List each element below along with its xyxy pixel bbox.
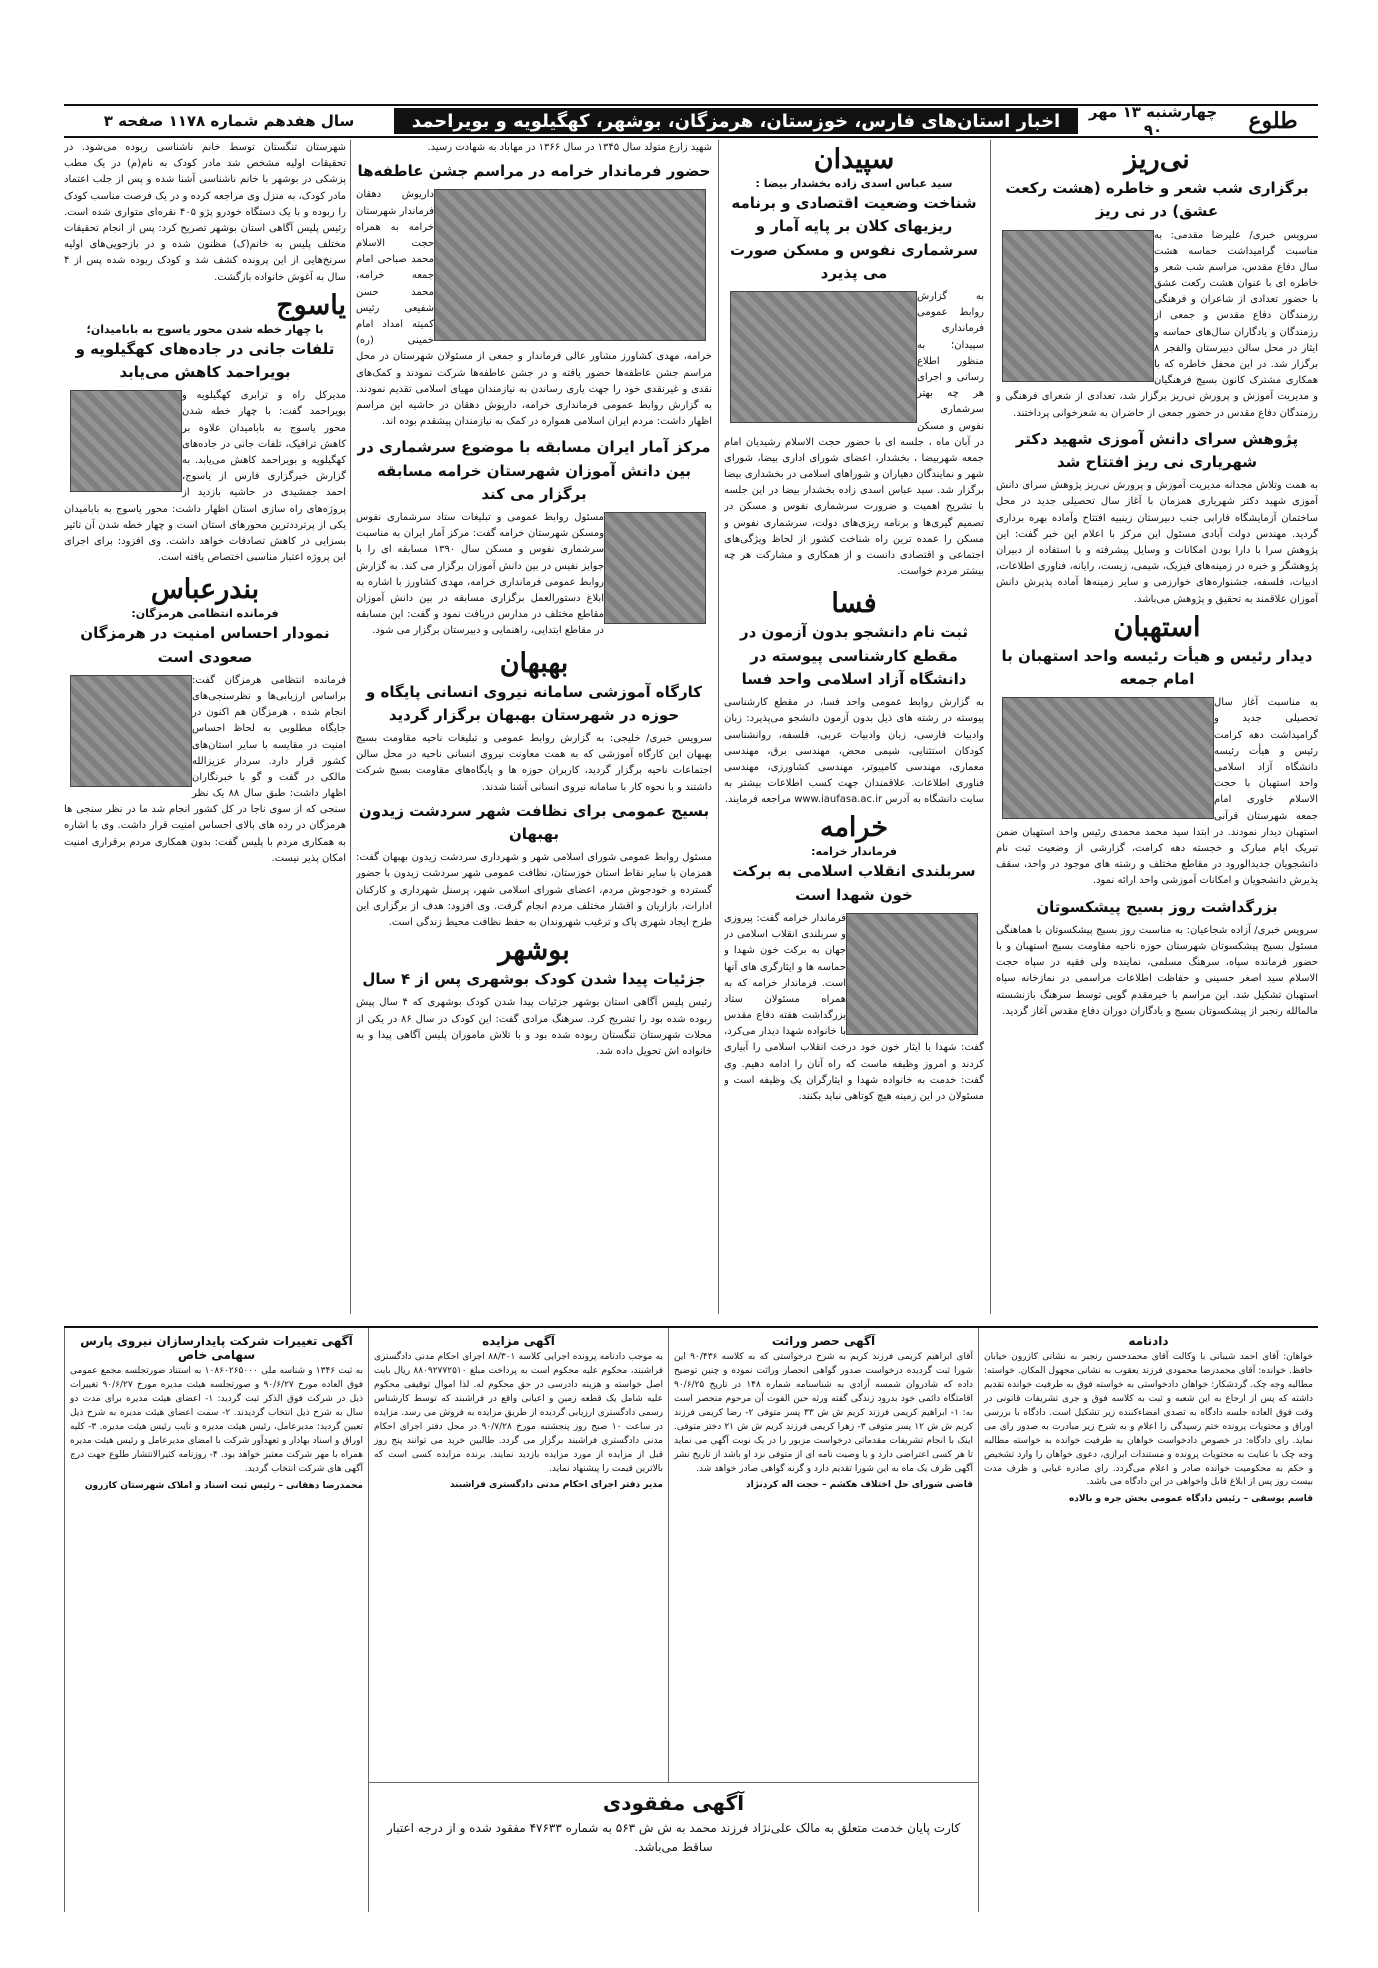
article-poetry-night: سرویس خبری/ علیرضا مقدمی: به مناسبت گرامیداشت حماسه هشت سال دفاع مقدس، مراسم شب شعر و خاطره ای با عنوان هشت رکعت عشق با حضور تعدادی از شاعران و فرهنگی رزمندگان دفاع مقدس و جمعی از رزمندگان و یادگاران سال‌های حماسه و ایثار در محل سالن دبیرستان والفجر ۸ برگزار شد. در این محفل خاطره که با همکاری مشترک کانون بسیج فرهنگیان و مدیریت آموزش و پرورش نی‌ریز برگزار شد، تعدادی از شعرای فرهنگی و رزمندگان دفاع مقدس در حضور جمعی از حاضران به شعرخوانی پرداختند. <box>996 229 1318 419</box>
city-heading-yasuj: یاسوج <box>276 289 346 321</box>
lost-ad-title: آگهی مفقودی <box>602 1791 745 1815</box>
column-3 <box>356 140 712 1314</box>
article-research-house: به همت وتلاش مجدانه مدیریت آموزش و پرورش نی‌ریز پژوهش سرای دانش آموزی شهید دکتر شهریاری همزمان با آغاز سال تحصیلی جدید در محل ساختمان آزمایشگاه فارابی جنب دبیرستان زینبیه افتتاح وآماده بهره برداری گردید. مهندس دولت آبادی مسئول این مرکز با اعلام این خبر گفت: این پژوهش سرا با دارا بودن امکانات و وسایل پیشرفته و با استفاده از دبیران پژوهشگر و خبره در زمینه‌های فیزیک، شیمی، زیست، رایانه، فناوری اطلاعات، ادبیات، فلسفه، جشنواره‌های خوارزمی و سایر زمینه‌ها آماده پذیرش دانش آموزان علاقمند به تحقیق و پژوهش می‌باشد. <box>996 480 1318 605</box>
headline-research-house: پژوهش سرای دانش آموزی شهید دکتر شهریاری نی ریز افتتاح شد <box>1015 429 1299 471</box>
city-heading-bushehr: بوشهر <box>498 935 570 967</box>
article-census: به گزارش روابط عمومی فرمانداری سپیدان؛ به منظور اطلاع رسانی و اجرای هر چه بهتر سرشماری نفوس و مسکن در آبان ماه ، جلسه ای با حضور حجت الاسلام رشیدیان امام جمعه شهربیضا ، بخشدار، اعضای شورای اداری بیضا، شورای شهر و نمایندگان دهیاران و شوراهای اسلامی در بخشداری بیضا برگزار شد. سید عباس اسدی زاده بخشدار بیضا در این جلسه با تشریح اهمیت و ضرورت سرشماری نفوس و مسکن در تصمیم گیری‌ها و برنامه ریزی‌های دولت، سرشماری نفوس و مسکن را عمده ترین راه شناخت کشور از لحاظ ویژگی‌های اجتماعی و اقتصادی دانست و از همکاری و مشارکت هر چه بیشتر مردم خواست. <box>724 291 984 578</box>
article-behbahan-workshop: سرویس خبری/ خلیجی: به گزارش روابط عمومی و تبلیغات ناحیه مقاومت بسیج بهبهان این کارگاه آموزشی که به همت معاونت نیروی انسانی ناحیه در محل سالن اجتماعات ناحیه برگزار گردید، کاربران حوزه ها و پایگاه‌های مقاومت بسیج شرکت داشتند و با نحوه کار با سامانه نیروی انسانی آشنا شدند. <box>356 733 712 793</box>
masthead-logo: طلوع <box>1248 108 1298 134</box>
issue-number: سال هفدهم شماره ۱۱۷۸ صفحه ۳ <box>103 112 355 130</box>
photo-poetry-night <box>1002 230 1154 382</box>
article-lead-martyr: شهید زارع متولد سال ۱۳۴۵ در سال ۱۳۶۶ در مهاباد به شهادت رسید. <box>427 142 712 153</box>
headline-poetry-night: برگزاری شب شعر و خاطره (هشت رکعت عشق) در نی ریز <box>1005 179 1309 221</box>
byline-sepidan: سید عباس اسدی زاده بخشدار بیضا : <box>755 177 953 190</box>
ad-text: خواهان: آقای احمد شیبانی با وکالت آقای محمدحسن رنجبر به نشانی کازرون خیابان حافظ. خوانده: آقای محمدرضا محمودی فرزند یعقوب به نشانی مجهول المکان. خواسته: مطالبه وجه چک. گردشکار: خواهان دادخواستی به خواسته فوق به طرفیت خوانده تقدیم داشته که پس از ارجاع به این شعبه و ثبت به کلاسه فوق و جری تشریفات قانونی در وقت فوق العاده جلسه دادگاه به تصدی امضاءکننده زیر تشکیل است. دادگاه با بررسی اوراق و محتویات پرونده ختم رسیدگی را اعلام و به شرح زیر مبادرت به صدور رای می نماید. رای دادگاه: در خصوص دادخواست خواهان به طرفیت خوانده به خواسته مطالبه وجه چک با عنایت به محتویات پرونده و مستندات ابرازی، دعوی خواهان را وارد تشخیص و حکم به محکومیت خوانده صادر و اعلام می‌گردد. رای صادره غیابی و ظرف مدت بیست روز پس از ابلاغ قابل واخواهی در این دادگاه می باشد. <box>984 1352 1313 1488</box>
photo-official-portrait <box>604 512 706 624</box>
ad-text: به موجب دادنامه پرونده اجرایی کلاسه ۸۸/۳۰۱ اجرای احکام مدنی دادگستری فراشبند، محکوم علیه محکوم است به پرداخت مبلغ ۸۸۰۹۲۷۷۲۵۱۰ ریال بابت اصل خواسته و هزینه دادرسی در حق محکوم له. لذا اموال توقیفی محکوم علیه شامل یک قطعه زمین و اعیانی واقع در فراشبند که توسط کارشناس رسمی دادگستری ارزیابی گردیده از طریق مزایده به فروش می رسد. مزایده در ساعت ۱۰ صبح روز پنجشنبه مورخ ۹۰/۷/۲۸ در محل دفتر اجرای احکام مدنی دادگستری فراشبند برگزار می گردد. طالبین خرید می توانند پنج روز قبل از مزایده از مورد مزایده بازدید نمایند. برنده مزایده کسی است که بالاترین قیمت را پیشنهاد نماید. <box>374 1352 664 1474</box>
ad-signature: محمدرضا دهقانی – رئیس ثبت اسناد و املاک شهرستان کازرون <box>84 1480 363 1491</box>
headline-behbahan-workshop: کارگاه آموزشی سامانه نیروی انسانی پایگاه و حوزه در شهرستان بهبهان برگزار گردید <box>365 682 703 724</box>
ad-text: آقای ابراهیم کریمی فرزند کریم به شرح درخواستی که به کلاسه ۹۰/۴۳۶ این شورا ثبت گردیده درخواست صدور گواهی انحصار وراثت نموده و چنین توضیح داده که شادروان شمسه آزادی به شناسنامه شماره ۱۴۸ در تاریخ ۹۰/۶/۲۵ اقامتگاه دائمی خود بدرود زندگی گفته ورثه حین الفوت آن مرحوم منحصر است به: ۱- ابراهیم کریمی فرزند کریم ش ش ۳۳ پسر متوفی ۲- رضا کریمی فرزند کریم ش ش ۱۲ پسر متوفی ۳- زهرا کریمی فرزند کریم ش ش ۲۱ دختر متوفی. اینک با انجام تشریفات مقدماتی درخواست مزبور را در یک نوبت آگهی می نماید تا هر کسی اعتراضی دارد و یا وصیت نامه ای از متوفی نزد او باشد از تاریخ نشر آگهی ظرف یک ماه به این شورا تقدیم دارد و گرنه گواهی صادر خواهد شد. <box>674 1352 974 1474</box>
article-city-cleaning: مسئول روابط عمومی شورای اسلامی شهر و شهرداری سردشت زیدون بهبهان گفت: همزمان با سایر نقاط استان خوزستان، نظافت عمومی شهر سردشت زیدون با حضور گسترده و خودجوش مردم، اعضای شورای اسلامی شهر، پرسنل شهرداری و کارکنان ادارات، بازاریان و اقشار مختلف مردم انجام گرفت. وی افزود: هدف از برگزاری این طرح ایجاد شهری پاک و ترغیب شهروندان به حفظ نظافت محیط زندگی است. <box>356 852 712 928</box>
section-title: اخبار استان‌های فارس، خوزستان، هرمزگان، بوشهر، کهگیلویه و بویراحمد <box>394 108 1078 134</box>
headline-estahban-meeting: دیدار رئیس و هیأت رئیسه واحد استهبان با امام جمعه <box>1001 646 1313 688</box>
classified-ads <box>64 1326 1318 1912</box>
ad-signature: قاسم یوسفی – رئیس دادگاه عمومی بخش جره و بالاده <box>1068 1494 1313 1505</box>
ad-title: آگهی مزایده <box>482 1334 555 1348</box>
article-charity-festival: داریوش دهقان فرماندار شهرستان خرامه به همراه حجت الاسلام محمد صباحی امام جمعه خرامه، محمد حسن شفیعی رئیس کمیته امداد امام خمینی (ره) خرامه، مهدی کشاورز مشاور عالی فرماندار و جمعی از مسئولان شهرستان در محل مراسم جشن عاطفه‌ها حضور یافته و در جشن عاطفه‌ها شرکت نمودند و کمک‌های نقدی و غیرنقدی خود را جهت یاری رساندن به نیازمندان مهیای اسلامی تقدیم نمودند. به گزارش روابط عمومی فرمانداری خرامه، داریوش دهقان در حاشیه این مراسم اظهار داشت: مردم ایران اسلامی همواره در کمک به نیازمندان پیشقدم بوده اند. <box>356 189 712 428</box>
byline-kharameh: فرماندار خرامه: <box>811 845 897 859</box>
headline-road-casualties: تلفات جانی در جاده‌های کهگیلویه و بویراحمد کاهش می‌یابد <box>75 339 335 381</box>
ad-signature: قاضی شورای حل اختلاف هکشم – حجت اله کردنژاد <box>746 1480 973 1491</box>
city-heading-estahban: استهبان <box>1113 611 1201 643</box>
headline-fasa-university: ثبت نام دانشجو بدون آزمون در مقطع کارشناسی پیوسته در دانشگاه آزاد اسلامی واحد فسا <box>740 623 968 688</box>
ad-text: به ثبت ۱۳۴۶ و شناسه ملی ۱۰۸۶۰۲۶۵۰۰۰ به استناد صورتجلسه مجمع عمومی فوق العاده مورخ ۹۰/۶/۲۷ و صورتجلسه هیئت مدیره مورخ ۹۰/۶/۲۷ تغییرات ذیل در شرکت فوق الذکر ثبت گردید: ۱- اعضای هیئت مدیره برای مدت دو سال به شرح ذیل انتخاب گردیدند. ۲- سمت اعضای هیئت مدیره به شرح ذیل تعیین گردید: مدیرعامل، رئیس هیئت مدیره و نایب رئیس هیئت مدیره. ۳- کلیه اوراق و اسناد بهادار و تعهدآور شرکت با امضای مدیرعامل و رئیس هیئت مدیره همراه با مهر شرکت معتبر خواهد بود. ۴- روزنامه کثیرالانتشار طلوع جهت درج آگهی های شرکت انتخاب گردید. <box>70 1366 364 1474</box>
ad-lost-card <box>368 1782 978 1912</box>
photo-road-official <box>70 390 182 492</box>
page-header <box>64 104 1318 138</box>
article-missing-child-cont: شهرستان تنگستان توسط خانم ناشناسی ربوده می‌شود. در تحقیقات اولیه مشخص شد مادر کودک به نام(م) در یک مطب پزشکی در بوشهر با خانم ناشناسی آشنا شده و پس از جلب اعتماد مادر کودک، به منزل وی مراجعه کرده و در یک فرصت مناسب کودک را ربوده و با یک دستگاه خودرو پژو ۴۰۵ نقره‌ای متواری شده است. رئیس پلیس آگاهی استان بوشهر تصریح کرد: پس از انجام تحقیقات مختلف پلیس به خانم(ک) مظنون شده و در بازجویی‌های اولیه سرنخ‌هایی از این پرونده کشف شد و کودک ربوده شده پس از ۴ سال به آغوش خانواده بازگشت. <box>64 142 346 283</box>
city-heading-sepidan: سپیدان <box>813 144 895 175</box>
column-divider <box>990 140 991 1314</box>
lost-ad-text: کارت پایان خدمت متعلق به مالک علی‌نژاد فرزند محمد به ش ش ۵۶۳ به شماره ۴۷۶۳۳ مفقود شده و از درجه اعتبار ساقط می‌باشد. <box>386 1821 961 1854</box>
photo-martyrs-visit <box>846 913 978 1035</box>
column-1 <box>996 140 1318 1314</box>
article-census-contest: مسئول روابط عمومی و تبلیغات ستاد سرشماری نفوس ومسکن شهرستان خرامه گفت: مرکز آمار ایران به مناسبت سرشماری نفوس و مسکن سال ۱۳۹۰ مسابقه ای را با جوایز نفیس در بین دانش آموزان برگزار می کند. به گزارش روابط عمومی فرمانداری خرامه، مهدی کشاورز با اشاره به ابلاغ دستورالعمل برگزاری مسابقه در بین دانش آموزان مقاطع مختلف در مدارس دریافت نمود و گفت: این مسابقه در مقاطع ابتدایی، راهنمایی و دبیرستان برگزار می شود. <box>356 512 604 637</box>
headline-missing-child: جزئیات پیدا شدن کودک بوشهری پس از ۴ سال <box>362 970 706 989</box>
column-divider <box>718 140 719 1314</box>
headline-veterans-day: بزرگداشت روز بسیج پیشکسوتان <box>1036 897 1278 916</box>
ad-company-changes <box>64 1328 368 1912</box>
ad-inheritance <box>668 1328 978 1782</box>
city-heading-neyriz: نی‌ریز <box>1124 144 1190 175</box>
article-martyrs: فرماندار خرامه گفت: پیروزی و سربلندی انقلاب اسلامی در جهان به برکت خون شهدا و حماسه ها و ایثارگری های آنها است. فرماندار خرامه که به همراه مسئولان ستاد بزرگداشت هفته دفاع مقدس با خانواده شهدا دیدار می‌کرد، گفت: شهدا با ایثار خون خود درخت انقلاب اسلامی را آبیاری کردند و امروز وظیفه ماست که راه آنان را ادامه دهیم. وی گفت: خدمت به خانواده شهدا و ایثارگران یک وظیفه است و مسئولان در این زمینه هیچ کوتاهی نباید بکنند. <box>724 912 984 1102</box>
byline-bandarabbas: فرمانده انتظامی هرمزگان: <box>131 607 279 621</box>
headline-martyrs: سربلندی انقلاب اسلامی به برکت خون شهدا است <box>732 862 976 904</box>
article-veterans-day: سرویس خبری/ آزاده شجاعیان: به مناسبت روز بسیج پیشکسوتان با هماهنگی مسئول بسیج پیشکسوتان شهرستان حوزه ناحیه مقاومت بسیج استهبان و با حضور فرمانده سپاه، سرهنگ مسلمی، نماینده ولی فقیه در سپاه حجت الاسلام سید اصغر حسینی و حفاظت اطلاعات مراسمی در نمازخانه سپاه استهبان تشکیل شد. این مراسم با خیرمقدم گویی توسط سرهنگ بازنشسته مالمالله رنجبر از پیشکسوتان بسیج و یادگاران دوران دفاع مقدس آغاز گردید. <box>996 924 1318 1017</box>
article-fasa-university: به گزارش روابط عمومی واحد فسا، در مقطع کارشناسی پیوسته در رشته های ذیل بدون آزمون دانشجو می‌پذیرد: زبان وادبیات فارسی، زبان وادبیات عربی، فلسفه، روانشناسی کودکان استثنایی، شیمی محض، مهندسی برق، مهندسی معماری، مهندسی کامپیوتر، مهندسی کشاورزی، مهندسی فناوری اطلاعات. علاقمندان جهت کسب اطلاعات بیشتر به سایت دانشگاه به آدرس www.iaufasa.ac.ir مراجعه فرمایند. <box>724 697 984 806</box>
article-road-casualties: مدیرکل راه و ترابری کهگیلویه و بویراحمد گفت: با چهار خطه شدن محور یاسوج به بابامیدان علاوه بر کاهش ترافیک، تلفات جانی در جاده‌های کهگیلویه و بویراحمد کاهش می‌یابد. به گزارش خبرگزاری فارس از یاسوج، احمد جمشیدی در حاشیه بازدید از پروژه‌های راه سازی استان اظهار داشت: محور یاسوج به بابامیدان یکی از پرترددترین محورهای استان است و چهار خطه شدن آن تاثیر بسزایی در کاهش تصادفات خواهد داشت. وی افزود: برای اجرای این پروژه اعتبار مناسبی اختصاص یافته است. <box>64 390 346 564</box>
headline-security: نمودار احساس امنیت در هرمزگان صعودی است <box>80 624 330 666</box>
city-heading-fasa: فسا <box>831 588 877 620</box>
headline-charity-festival: حضور فرماندار خرامه در مراسم جشن عاطفه‌ها <box>357 162 711 181</box>
ad-title: دادنامه <box>1128 1334 1169 1348</box>
ad-court-verdict <box>978 1328 1318 1912</box>
headline-census: شناخت وضعیت اقتصادی و برنامه ریزیهای کلان بر پایه آمار و سرشماری نفوس و مسکن صورت می پذیرد <box>729 194 979 282</box>
ad-title: آگهی تغییرات شرکت پایدارسازان نیروی پارس سهامی خاص <box>80 1334 353 1362</box>
column-divider <box>350 140 351 1314</box>
article-estahban-meeting: به مناسبت آغاز سال تحصیلی جدید و گرامیداشت دهه کرامت رئیس و هیأت رئیسه دانشگاه آزاد اسلامی واحد استهبان با حجت الاسلام خاوری امام جمعه شهرستان قرآنی استهبان دیدار نمودند. در ابتدا سید محمد محمدی رئیس واحد استهبان ضمن تبریک ایام مبارک و خجسته دهه کرامت، گزارشی از وضعیت ثبت نام دانشجویان جدیدالورود در مقاطع مختلف و رشته های موجود در واحد، سقف پذیرش دانشجویان و امکانات آموزشی واحد ارائه نمود. <box>996 697 1318 887</box>
ad-title: آگهی حصر وراثت <box>771 1334 876 1348</box>
headline-city-cleaning: بسیج عمومی برای نظافت شهر سردشت زیدون بهبهان <box>358 801 710 843</box>
column-2 <box>724 140 984 1314</box>
photo-estahban-meeting <box>1002 697 1214 819</box>
issue-date: چهارشنبه ۱۳ مهر ۹۰ <box>1088 103 1218 139</box>
photo-charity-festival <box>434 189 706 341</box>
article-missing-child: رئیس پلیس آگاهی استان بوشهر جزئیات پیدا شدن کودک بوشهری که ۴ سال پیش ربوده شده بود را تشریح کرد. سرهنگ مرادی گفت: این کودک در سال ۸۶ در یکی از محلات شهرستان تنگستان ربوده شده بود و با تلاش ماموران پلیس آگاهی پیدا و به خانواده اش تحویل داده شد. <box>356 997 712 1057</box>
photo-police-commander <box>70 675 192 787</box>
article-security: فرمانده انتظامی هرمزگان گفت: براساس ارزیابی‌ها و نظرسنجی‌های انجام شده ، هرمزگان هم اکنون در جایگاه مطلوبی به لحاظ احساس امنیت در مقایسه با سایر استان‌های کشور قرار دارد. سردار عزیزالله مالکی در گفت و گو با خبرنگاران اظهار داشت: طبق سال ۸۸ یک نظر سنجی که از سوی ناجا در کل کشور انجام شد ما در نظر سنجی ها هرمزگان در رده های بالای احساس امنیت قرار داشت. وی با اشاره به همکاری مردم با پلیس گفت: بدون همکاری مردم برقراری امنیت امکان پذیر نیست. <box>64 674 346 864</box>
headline-census-contest: مرکز آمار ایران مسابقه با موضوع سرشماری در بین دانش آموزان شهرستان خرامه مسابقه برگزار می کند <box>357 438 711 503</box>
city-heading-behbahan: بهبهان <box>499 647 569 679</box>
column-4 <box>64 140 346 1314</box>
kicker-yasuj: با چهار خطه شدن محور یاسوج به بابامیدان؛ <box>86 322 324 336</box>
photo-census-meeting <box>730 291 917 423</box>
city-heading-kharameh: خرامه <box>819 812 889 844</box>
city-heading-bandarabbas: بندرعباس <box>150 574 260 606</box>
ad-signature: مدیر دفتر اجرای احکام مدنی دادگستری فراشبند <box>449 1480 663 1491</box>
